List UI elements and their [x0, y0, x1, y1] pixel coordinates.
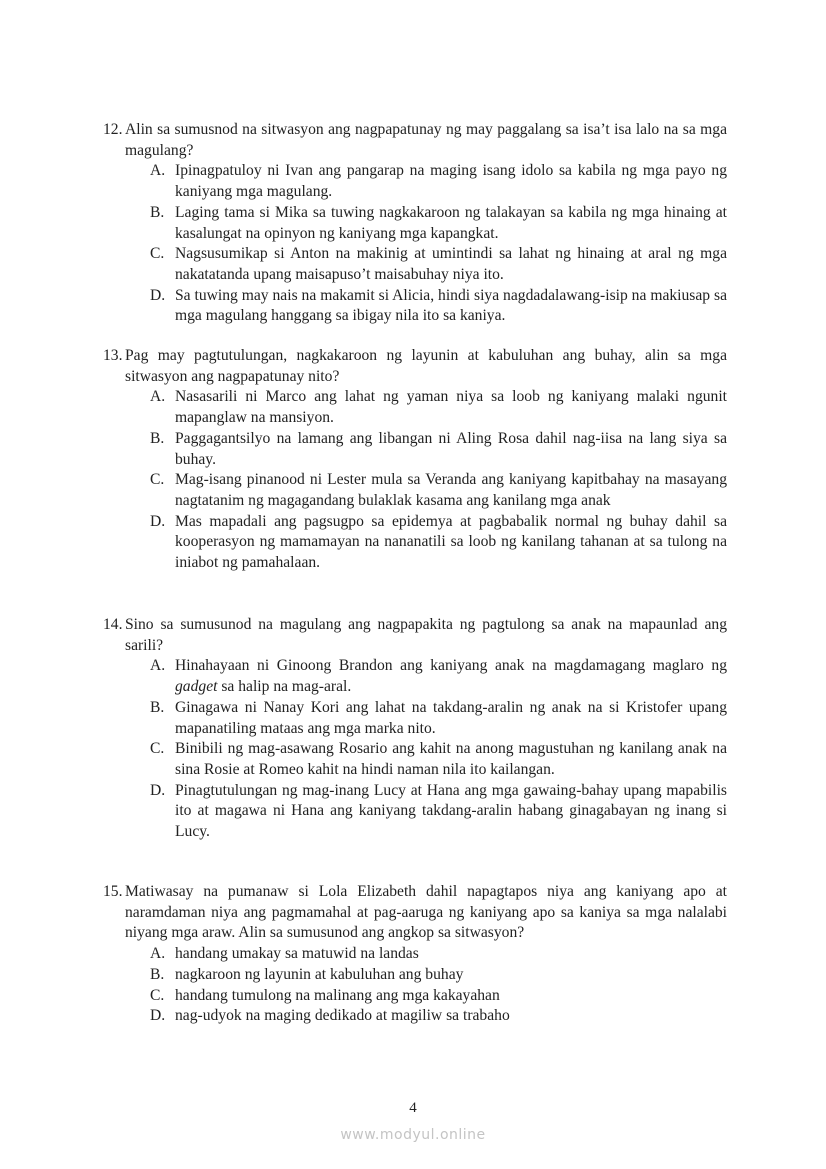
question-number: 12. — [103, 121, 123, 138]
option-text: Mag-isang pinanood ni Lester mula sa Veranda ang kaniyang kapitbahay na masayang nagtatanim ng magagandang bulaklak kasama ang kanilang mga anak — [175, 471, 727, 509]
option-text: nagkaroon ng layunin at kabuluhan ang buhay — [175, 965, 464, 983]
option-letter: D. — [150, 286, 166, 304]
answer-option — [150, 244, 727, 285]
answer-option — [150, 286, 727, 327]
watermark: www.modyul.online — [340, 1127, 486, 1143]
option-italic-term: gadget — [175, 678, 218, 696]
question-stem — [103, 346, 727, 387]
question-text: Sino sa sumusunod na magulang ang nagpapakita ng pagtulong sa anak na mapaunlad ang sarili? — [125, 616, 727, 654]
question-15 — [103, 882, 727, 1027]
option-letter: A. — [150, 162, 166, 180]
answer-option — [150, 161, 727, 202]
question-text: Matiwasay na pumanaw si Lola Elizabeth dahil napagtapos niya ang kaniyang apo at naramdaman niya ang pagmamahal at pag-aaruga ng kaniyang apo sa kaniya sa mga nalalabi niyang mga araw. Alin sa sumusunod ang angkop sa sitwasyon? — [125, 883, 727, 942]
answer-option — [150, 965, 727, 986]
question-number: 15. — [103, 883, 123, 900]
answer-option — [150, 986, 727, 1007]
answer-option — [150, 781, 727, 843]
option-letter: B. — [150, 965, 165, 983]
page-number: 4 — [409, 1100, 417, 1116]
option-text: Laging tama si Mika sa tuwing nagkakaroon ng talakayan sa kabila ng mga hinaing at kasalungat na opinyon ng kaniyang mga kapangkat. — [175, 203, 727, 242]
answer-option — [150, 1006, 727, 1027]
option-text: handang tumulong na malinang ang mga kakayahan — [175, 986, 500, 1004]
option-text: Ipinagpatuloy ni Ivan ang pangarap na maging isang idolo sa kabila ng mga payo ng kaniyang mga magulang. — [175, 162, 727, 201]
question-14 — [103, 615, 727, 843]
option-text: Mas mapadali ang pagsugpo sa epidemya at pagbabalik normal ng buhay dahil sa kooperasyon ng mamamayan na nananatili sa loob ng kanilang tahanan at sa tulong na iniabot ng pamahalaan. — [175, 512, 727, 572]
option-text: Nasasarili ni Marco ang lahat ng yaman niya sa loob ng kaniyang malaki ngunit mapanglaw na mansiyon. — [175, 388, 727, 427]
option-text-part: Hinahayaan ni Ginoong Brandon ang kaniyang anak na magdamagang maglaro ng — [175, 657, 727, 675]
answer-option — [150, 739, 727, 780]
option-letter: B. — [150, 429, 165, 447]
answer-option — [150, 512, 727, 574]
option-letter: D. — [150, 512, 166, 530]
question-stem — [103, 120, 727, 161]
question-12 — [103, 120, 727, 327]
answer-option — [150, 656, 727, 697]
option-text: Binibili ng mag-asawang Rosario ang kahit na anong magustuhan ng kanilang anak na sina Rosie at Romeo kahit na hindi naman nila ito kailangan. — [175, 740, 727, 778]
option-letter: B. — [150, 698, 165, 716]
option-text — [175, 656, 727, 697]
option-text: nag-udyok na maging dedikado at magiliw sa trabaho — [175, 1007, 510, 1025]
option-letter: C. — [150, 740, 165, 758]
answer-option — [150, 429, 727, 470]
answer-option — [150, 698, 727, 739]
question-stem — [103, 615, 727, 656]
option-text: Ginagawa ni Nanay Kori ang lahat na takdang-aralin ng anak na si Kristofer upang mapanatiling mataas ang mga marka nito. — [175, 698, 727, 737]
option-letter: A. — [150, 945, 166, 963]
answer-option — [150, 203, 727, 244]
answer-option — [150, 470, 727, 511]
question-13 — [103, 346, 727, 574]
option-text: handang umakay sa matuwid na landas — [175, 945, 419, 963]
question-stem — [103, 882, 727, 944]
option-text: Sa tuwing may nais na makamit si Alicia, hindi siya nagdadalawang-isip na makiusap sa mga magulang hanggang sa ibigay nila ito sa kaniya. — [175, 286, 727, 325]
option-letter: A. — [150, 388, 166, 406]
question-number: 13. — [103, 347, 123, 364]
answer-option — [150, 944, 727, 965]
option-text: Nagsusumikap si Anton na makinig at umintindi sa lahat ng hinaing at aral ng mga nakatatanda upang maisapuso’t maisabuhay niya ito. — [175, 245, 727, 283]
option-letter: D. — [150, 781, 166, 799]
option-text: Paggagantsilyo na lamang ang libangan ni Aling Rosa dahil nag-iisa na lang siya sa buhay. — [175, 429, 727, 468]
option-letter: D. — [150, 1007, 166, 1025]
option-letter: C. — [150, 986, 165, 1004]
option-letter: B. — [150, 203, 165, 221]
question-text: Pag may pagtutulungan, nagkakaroon ng layunin at kabuluhan ang buhay, alin sa mga sitwasyon ang nagpapatunay nito? — [125, 347, 727, 385]
option-letter: A. — [150, 657, 166, 675]
option-letter: C. — [150, 245, 165, 263]
answer-option — [150, 387, 727, 428]
question-number: 14. — [103, 616, 123, 633]
option-text: Pinagtutulungan ng mag-inang Lucy at Hana ang mga gawaing-bahay upang mapabilis ito at magawa ni Hana ang kaniyang takdang-aralin habang ginagabayan ng inang si Lucy. — [175, 781, 727, 841]
option-letter: C. — [150, 471, 165, 489]
question-text: Alin sa sumusnod na sitwasyon ang nagpapatunay ng may paggalang sa isa’t isa lalo na sa mga magulang? — [125, 121, 727, 159]
option-text-part: sa halip na mag-aral. — [217, 678, 352, 696]
